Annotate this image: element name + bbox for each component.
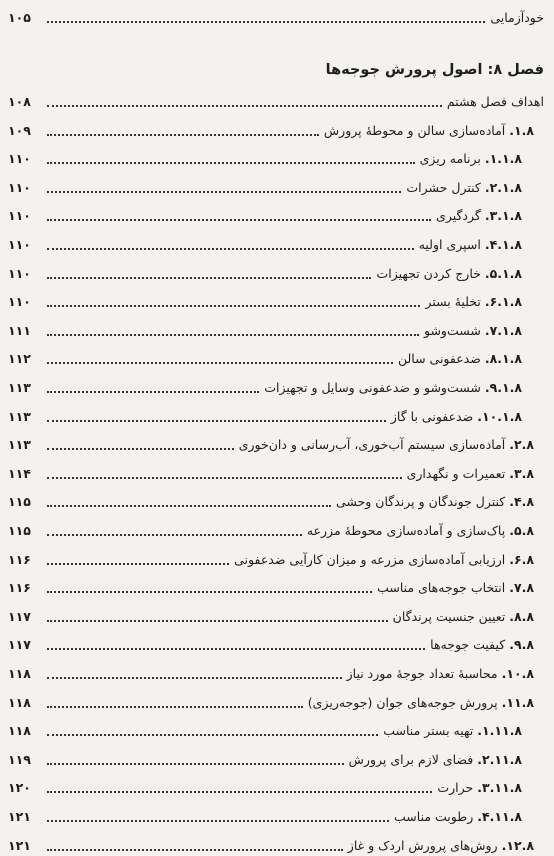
toc-page-number: ۱۰۵ <box>8 10 31 25</box>
toc-entry-title <box>264 378 544 398</box>
toc-section-title: ضدعفونی با گاز <box>390 408 474 424</box>
toc-entry-title <box>376 264 544 284</box>
toc-entry <box>8 635 544 655</box>
dot-leader <box>47 791 432 793</box>
toc-page-number: ۱۱۰ <box>8 151 31 167</box>
dot-leader <box>47 334 419 336</box>
toc-section-number: ۳.۱۱.۸. <box>477 780 522 796</box>
toc-section-title: تخلیهٔ بستر <box>425 294 481 310</box>
toc-page-number: ۱۱۰ <box>8 208 31 224</box>
toc-entry-title <box>437 778 544 798</box>
toc-entry <box>8 778 544 798</box>
toc-page-number: ۱۱۸ <box>8 694 31 710</box>
dot-leader <box>47 591 372 593</box>
toc-section-number: ۱.۱۱.۸. <box>477 723 522 739</box>
toc-section-number: ۱.۸. <box>509 122 534 138</box>
toc-section-number: ۱۰.۱.۸. <box>477 408 522 424</box>
toc-entry <box>8 550 544 570</box>
toc-page-number: ۱۲۱ <box>8 837 31 853</box>
toc-section-number: ۳.۱.۸. <box>484 208 522 224</box>
dot-leader <box>47 534 302 536</box>
toc-entry-title <box>308 693 544 713</box>
toc-section-title: پرورش جوجه‌های جوان (جوجه‌ریزی) <box>307 694 498 710</box>
toc-entry <box>8 407 544 427</box>
toc-entry <box>8 349 544 369</box>
dot-leader <box>47 134 319 136</box>
toc-page-number: ۱۱۱ <box>8 322 31 338</box>
toc-section-title: آماده‌سازی سالن و محوطهٔ پرورش <box>323 122 506 138</box>
toc-entry-title <box>336 492 544 512</box>
toc-page-number: ۱۱۷ <box>8 608 31 624</box>
toc-section-title: اسپری اولیه <box>418 237 481 252</box>
toc-entry-title <box>436 206 544 226</box>
chapter-heading: فصل ۸: اصول پرورش جوجه‌ها <box>325 62 544 78</box>
toc-section-title: کنترل جوندگان و پرندگان وحشی <box>335 494 506 510</box>
toc-entry-title <box>234 550 544 570</box>
toc-page-number: ۱۱۸ <box>8 666 31 681</box>
toc-page-number: ۱۱۶ <box>8 551 31 567</box>
toc-section-number: ۳.۸. <box>509 465 534 481</box>
toc-page-number: ۱۱۵ <box>8 494 31 510</box>
toc-page-number: ۱۱۰ <box>8 294 31 310</box>
toc-section-number: ۴.۱.۸. <box>484 237 522 252</box>
toc-page-number: ۱۱۰ <box>8 237 31 252</box>
toc-entry <box>8 178 544 198</box>
dot-leader <box>47 677 342 679</box>
toc-section-number: ۷.۸. <box>509 580 534 596</box>
toc-entry <box>8 607 544 627</box>
toc-page-number: ۱۱۸ <box>8 723 31 739</box>
toc-page-number: ۱۱۰ <box>8 179 31 195</box>
toc-section-number: ۴.۸. <box>509 494 534 510</box>
toc-entry <box>8 292 544 312</box>
toc-entry-title <box>430 635 544 655</box>
toc-section-title: رطوبت مناسب <box>394 809 474 824</box>
toc-entry-title <box>393 607 544 627</box>
toc-entry-title <box>420 149 544 169</box>
toc-section-title: برنامه ریزی <box>419 151 481 167</box>
dot-leader <box>47 477 402 479</box>
toc-section-title: تعمیرات و نگهداری <box>406 465 506 481</box>
toc-entry <box>8 92 544 112</box>
dot-leader <box>47 391 259 393</box>
dot-leader <box>47 849 343 851</box>
dot-leader <box>47 505 331 507</box>
toc-section-number: ۲.۱۱.۸. <box>477 751 522 767</box>
toc-section-number: ۸.۸. <box>509 608 534 624</box>
toc-page-number: ۱۱۳ <box>8 437 31 453</box>
toc-section-title: تهیه بستر مناسب <box>383 723 474 739</box>
toc-entry <box>8 378 544 398</box>
toc-page-number: ۱۰۸ <box>8 94 31 109</box>
dot-leader <box>47 248 414 250</box>
toc-entry-title: خودآزمایی <box>490 10 544 25</box>
toc-section-number: ۵.۱.۸. <box>484 265 522 281</box>
toc-page-number: ۱۱۴ <box>8 465 31 481</box>
toc-entry <box>8 693 544 713</box>
toc-section-title: آماده‌سازی سیستم آب‌خوری، آب‌رسانی و دان‌خوری <box>238 437 506 453</box>
toc-section-number: ۲.۸. <box>509 437 534 453</box>
dot-leader <box>47 763 344 765</box>
dot-leader <box>47 448 234 450</box>
toc-entry <box>8 464 544 484</box>
toc-entry <box>8 750 544 770</box>
dot-leader <box>47 191 401 193</box>
toc-section-title: خارج کردن تجهیزات <box>376 265 481 281</box>
toc-section-title: حرارت <box>437 780 474 796</box>
toc-section-title: ارزیابی آماده‌سازی مزرعه و میزان کارآیی ضدعفونی <box>234 551 506 567</box>
dot-leader <box>47 105 442 107</box>
dot-leader <box>47 620 388 622</box>
toc-page-number: ۱۱۲ <box>8 351 31 367</box>
toc-section-title: انتخاب جوجه‌های مناسب <box>377 580 506 596</box>
toc-section-title: محاسبهٔ تعداد جوجهٔ مورد نیاز <box>346 666 498 681</box>
dot-leader <box>47 734 378 736</box>
dot-leader <box>47 21 485 23</box>
dot-leader <box>47 563 229 565</box>
toc-entry <box>8 492 544 512</box>
dot-leader <box>47 648 425 650</box>
toc-section-number: ۵.۸. <box>509 523 534 538</box>
toc-entry <box>8 321 544 341</box>
toc-entry <box>8 264 544 284</box>
toc-section-title: ضدعفونی سالن <box>397 351 481 367</box>
toc-section-number: ۷.۱.۸. <box>484 322 522 338</box>
toc-entry-title <box>407 464 544 484</box>
toc-entry-title <box>406 178 544 198</box>
dot-leader <box>47 277 371 279</box>
toc-entry-title <box>349 750 544 770</box>
toc-entry-title <box>419 235 544 255</box>
toc-entry <box>8 807 544 827</box>
dot-leader <box>47 362 393 364</box>
toc-entry-title <box>398 349 544 369</box>
toc-entry-title <box>324 121 544 141</box>
toc-section-title: پاک‌سازی و آماده‌سازی محوطهٔ مزرعه <box>306 523 506 538</box>
toc-entry <box>8 235 544 255</box>
toc-entry <box>8 435 544 455</box>
toc-entry <box>8 664 544 684</box>
toc-section-number: ۶.۸. <box>509 551 534 567</box>
toc-section-title: روش‌های پرورش اردک و غاز <box>347 837 498 853</box>
toc-section-number: ۱۱.۸. <box>501 694 534 710</box>
toc-page-number: ۱۱۳ <box>8 408 31 424</box>
toc-section-title: کیفیت جوجه‌ها <box>430 637 506 653</box>
dot-leader <box>47 706 303 708</box>
toc-entry-title <box>447 92 544 112</box>
toc-section-number: ۱۰.۸. <box>501 666 534 681</box>
dot-leader <box>47 219 431 221</box>
toc-page-number: ۱۲۰ <box>8 780 31 796</box>
toc-entry <box>8 521 544 541</box>
toc-entry-title <box>424 321 544 341</box>
toc-entry-title <box>425 292 544 312</box>
toc-section-title: اهداف فصل هشتم <box>446 94 544 109</box>
toc-section-number: ۹.۸. <box>509 637 534 653</box>
dot-leader <box>47 162 415 164</box>
toc-page-number: ۱۱۷ <box>8 637 31 653</box>
toc-entry <box>8 721 544 741</box>
toc-entry <box>8 121 544 141</box>
dot-leader <box>47 820 389 822</box>
toc-section-number: ۱۲.۸. <box>501 837 534 853</box>
toc-section-title: فضای لازم برای پرورش <box>348 751 474 767</box>
toc-section-number: ۶.۱.۸. <box>484 294 522 310</box>
toc-entry-self-test <box>8 8 544 28</box>
toc-entry-title <box>391 407 544 427</box>
toc-section-title: شست‌وشو و ضدعفونی وسایل و تجهیزات <box>264 380 481 395</box>
toc-page-number: ۱۱۹ <box>8 751 31 767</box>
toc-page-number: ۱۱۰ <box>8 265 31 281</box>
toc-page-number: ۱۱۵ <box>8 523 31 538</box>
toc-section-number: ۸.۱.۸. <box>484 351 522 367</box>
toc-section-title: گردگیری <box>436 208 481 224</box>
toc-section-number: ۲.۱.۸. <box>484 179 522 195</box>
toc-section-number: ۹.۱.۸. <box>484 380 522 395</box>
toc-entry-title <box>307 521 544 541</box>
toc-entry <box>8 149 544 169</box>
toc-entry-title <box>383 721 544 741</box>
toc-entry <box>8 578 544 598</box>
toc-section-number: ۱.۱.۸. <box>484 151 522 167</box>
toc-entry-title <box>377 578 544 598</box>
toc-section-title: کنترل حشرات <box>406 179 481 195</box>
toc-page-number: ۱۰۹ <box>8 122 31 138</box>
toc-section-title: شست‌وشو <box>423 322 481 338</box>
toc-entry-title <box>239 435 544 455</box>
toc-page-number: ۱۲۱ <box>8 809 31 824</box>
toc-entry-title <box>347 664 544 684</box>
toc-section-title: تعیین جنسیت پرندگان <box>392 608 506 624</box>
toc-entry <box>8 206 544 226</box>
toc-section-number: ۴.۱۱.۸. <box>477 809 522 824</box>
toc-page-number: ۱۱۳ <box>8 380 31 395</box>
dot-leader <box>47 305 420 307</box>
dot-leader <box>47 420 386 422</box>
toc-page-number: ۱۱۶ <box>8 580 31 596</box>
toc-entry-title <box>394 807 544 827</box>
